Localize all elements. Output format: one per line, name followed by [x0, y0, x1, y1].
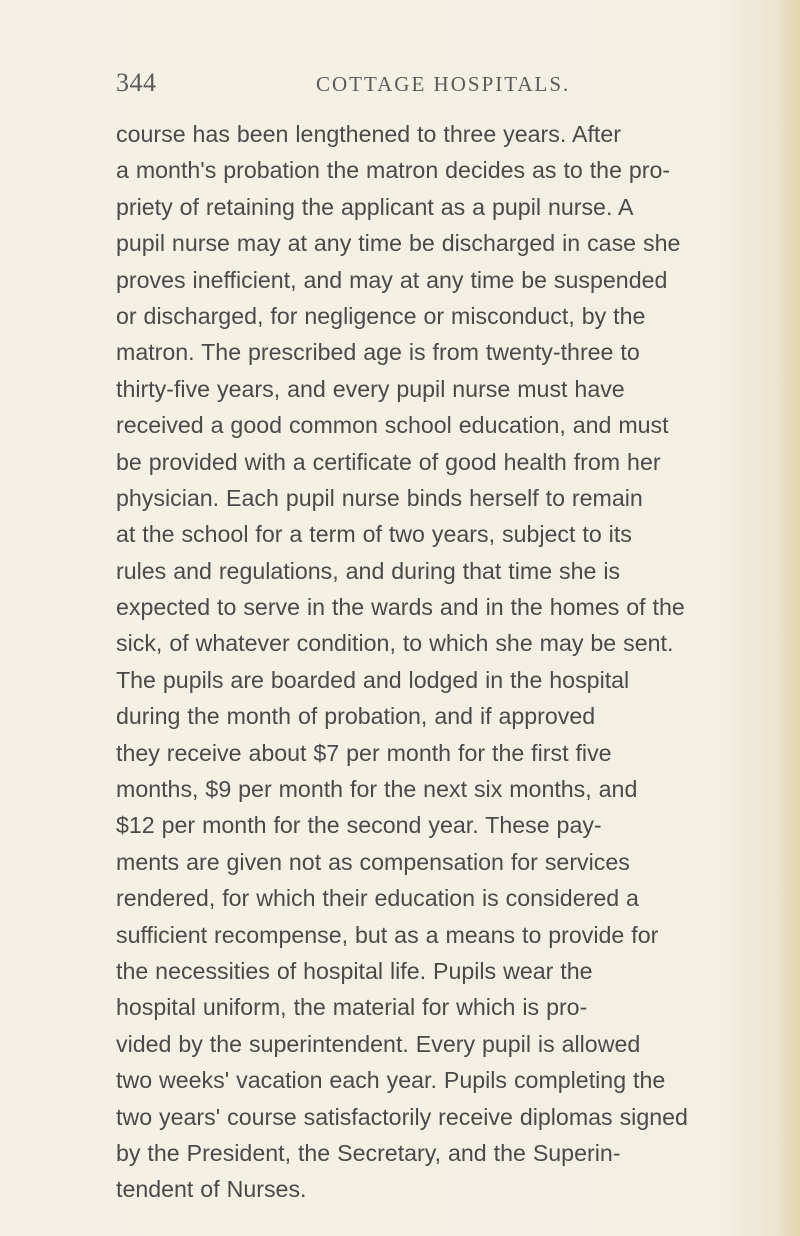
page-edge-shadow: [778, 0, 800, 1236]
running-title: COTTAGE HOSPITALS.: [316, 72, 571, 96]
page-number: 344: [116, 68, 157, 97]
page-header: [116, 68, 716, 104]
book-page: 344 COTTAGE HOSPITALS. course has been lengthened to three years. After a month's probation the matron decides as to the pro- priety of retaining the applicant as a pupil nurse. A pupil nurse may at any time be discharged in case she proves inefficient, and may at any time be suspended or discharged, for negligence or misconduct, by the matron. The prescribed age is from twenty-three to thirty-five years, and every pupil nurse must have received a good common school education, and must be provided with a certificate of good health from her physician. Each pupil nurse binds herself to remain at the school for a term of two years, subject to its rules and regulations, and during that time she is expected to serve in the wards and in the homes of the sick, of whatever condition, to which she may be sent. The pupils are boarded and lodged in the hospital during the month of probation, and if approved they receive about $7 per month for the first five months, $9 per month for the next six months, and $12 per month for the second year. These pay- ments are given not as compensation for services rendered, for which their education is considered a sufficient recompense, but as a means to provide for the necessities of hospital life. Pupils wear the hospital uniform, the material for which is pro- vided by the superintendent. Every pupil is allowed two weeks' vacation each year. Pupils completing the two years' course satisfactorily receive diplomas signed by the President, the Secretary, and the Superin- tendent of Nurses.: [0, 0, 800, 1236]
